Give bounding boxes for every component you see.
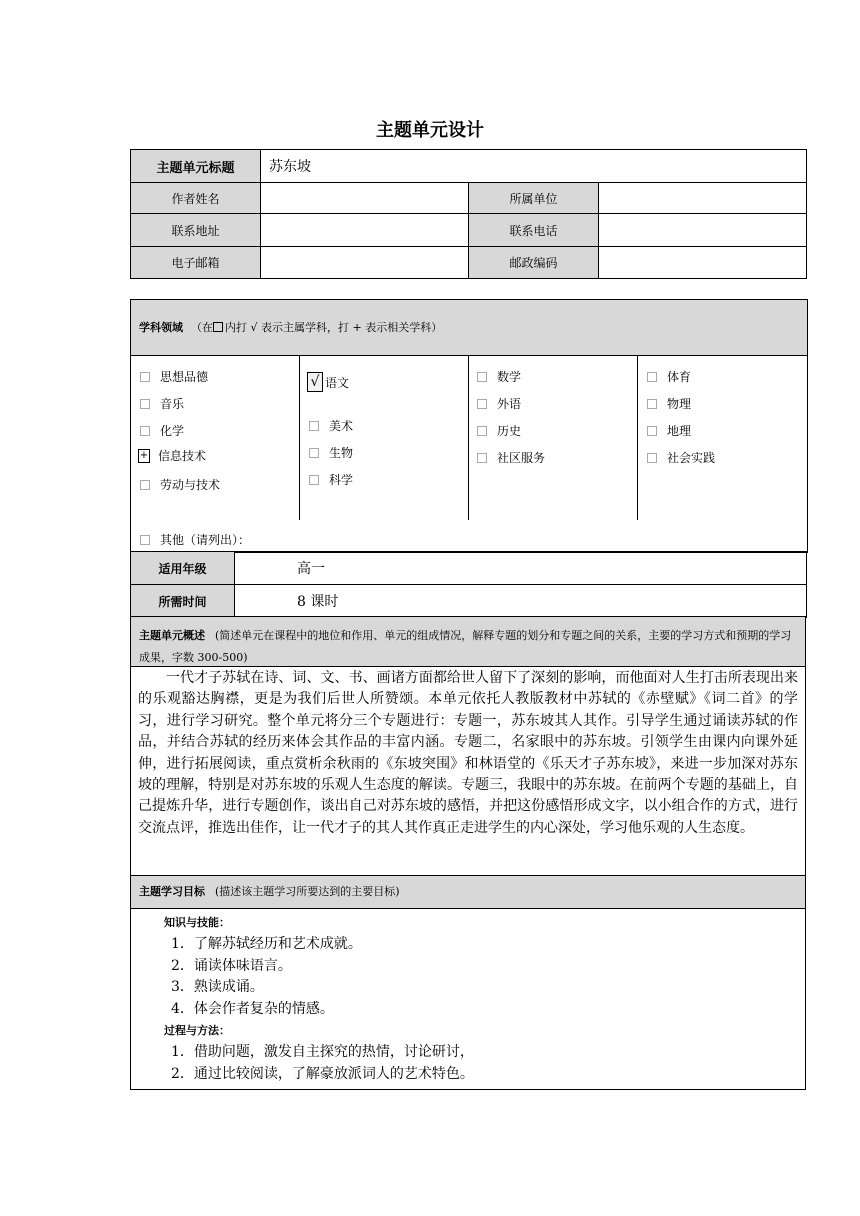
subject-option[interactable] — [647, 449, 715, 466]
subject-option[interactable] — [140, 395, 184, 412]
checkbox-icon[interactable] — [647, 453, 657, 463]
subject-option-label: 劳动与技术 — [160, 478, 221, 492]
checkbox-icon[interactable] — [647, 372, 657, 382]
email-label: 电子邮箱 — [131, 247, 261, 279]
subject-option[interactable] — [140, 368, 208, 385]
subject-option[interactable] — [647, 395, 691, 412]
phone-field[interactable] — [599, 214, 807, 247]
overview-header — [131, 617, 805, 666]
subject-column-2 — [299, 356, 469, 520]
goal-item: 1．借助问题，激发自主探究的热情，讨论研讨， — [171, 1044, 474, 1061]
knowledge-heading: 知识与技能： — [164, 916, 230, 929]
subject-option-label: 思想品德 — [160, 370, 209, 384]
overview-section — [130, 616, 806, 876]
subject-option[interactable] — [309, 444, 353, 461]
subject-column-1 — [131, 356, 300, 520]
goals-body[interactable] — [131, 909, 805, 1086]
grade-label: 适用年级 — [131, 552, 235, 585]
subject-option-other[interactable] — [140, 531, 250, 548]
checkbox-icon[interactable] — [477, 453, 487, 463]
subject-option-label: 语文 — [325, 375, 350, 390]
subject-option[interactable] — [477, 395, 521, 412]
goal-item: 2．通过比较阅读，了解豪放派词人的艺术特色。 — [171, 1065, 474, 1082]
subject-option-label: 科学 — [329, 473, 354, 487]
checkbox-icon[interactable] — [140, 372, 150, 382]
subject-column-4 — [637, 356, 807, 520]
grade-time-table — [130, 551, 807, 618]
subject-option-related[interactable] — [138, 447, 206, 464]
subject-option-label: 外语 — [497, 397, 522, 411]
subject-option-label: 社会实践 — [667, 451, 716, 465]
checkbox-icon[interactable] — [140, 399, 150, 409]
checkbox-icon[interactable] — [140, 535, 150, 545]
subject-option[interactable] — [140, 422, 184, 439]
time-value[interactable]: 8 课时 — [235, 585, 807, 618]
subject-hint-pre: （在 — [191, 321, 213, 334]
goal-item: 4．体会作者复杂的情感。 — [171, 1000, 334, 1017]
check-mark-icon[interactable]: √ — [307, 372, 323, 392]
author-label: 作者姓名 — [131, 183, 261, 214]
subject-option-label: 信息技术 — [158, 449, 207, 463]
subject-option-primary[interactable] — [307, 372, 349, 392]
subject-option-label: 社区服务 — [497, 451, 546, 465]
subject-other-label: 其他（请列出）： — [160, 533, 251, 547]
process-heading: 过程与方法： — [164, 1024, 230, 1038]
goals-section — [130, 875, 806, 1090]
time-label: 所需时间 — [131, 585, 235, 618]
subject-area-label: 学科领域 — [139, 321, 183, 334]
subject-option[interactable] — [309, 471, 353, 488]
checkbox-icon[interactable] — [309, 475, 319, 485]
overview-hint: (简述单元在课程中的地位和作用、单元的组成情况，解释专题的划分和专题之间的关系，主要的学习方式和预期的学习成果，字数 300-500) — [139, 629, 792, 664]
grade-value[interactable]: 高一 — [235, 552, 807, 585]
address-field[interactable] — [261, 214, 469, 247]
subject-option-label: 美术 — [329, 419, 354, 433]
goal-item: 1．了解苏轼经历和艺术成就。 — [171, 936, 362, 952]
overview-label: 主题单元概述 — [139, 629, 205, 642]
address-label: 联系地址 — [131, 214, 261, 247]
checkbox-icon[interactable] — [477, 426, 487, 436]
subject-option[interactable] — [477, 368, 521, 385]
zip-field[interactable] — [599, 247, 807, 279]
checkbox-icon[interactable] — [477, 372, 487, 382]
phone-label: 联系电话 — [469, 214, 599, 247]
plus-mark-icon[interactable]: + — [139, 449, 149, 461]
page-title: 主题单元设计 — [376, 120, 484, 141]
checkbox-icon[interactable] — [309, 421, 319, 431]
subject-option[interactable] — [647, 368, 691, 385]
checkbox-icon[interactable] — [140, 480, 150, 490]
info-table — [130, 149, 807, 279]
subject-option[interactable] — [140, 476, 220, 493]
subject-option-label: 历史 — [497, 424, 522, 438]
email-field[interactable] — [261, 247, 469, 279]
subject-option[interactable] — [477, 449, 545, 466]
unit-title-label: 主题单元标题 — [131, 150, 261, 183]
checkbox-icon — [213, 322, 223, 332]
zip-label: 邮政编码 — [469, 247, 599, 279]
goal-item: 3．熟读成诵。 — [171, 979, 264, 996]
goals-label: 主题学习目标 — [139, 885, 205, 898]
org-field[interactable] — [599, 183, 807, 214]
subject-column-3 — [468, 356, 638, 520]
subject-option-label: 体育 — [667, 370, 692, 384]
subject-option-label: 生物 — [329, 446, 354, 460]
subject-option[interactable] — [477, 422, 521, 439]
checkbox-icon[interactable] — [477, 399, 487, 409]
subject-option[interactable] — [647, 422, 691, 439]
subject-hint-post: 内打 √ 表示主属学科，打 + 表示相关学科） — [225, 321, 443, 334]
checkbox-icon[interactable] — [647, 399, 657, 409]
subject-area-panel — [130, 299, 808, 553]
subject-option-label: 数学 — [497, 370, 522, 384]
subject-option-label: 物理 — [667, 397, 692, 411]
subject-option-label: 化学 — [160, 424, 185, 438]
subject-option[interactable] — [309, 417, 353, 434]
unit-title-value[interactable]: 苏东坡 — [261, 150, 807, 183]
subject-option-label: 地理 — [667, 424, 692, 438]
checkbox-icon[interactable] — [309, 448, 319, 458]
subject-area-header — [131, 300, 807, 356]
org-label: 所属单位 — [469, 183, 599, 214]
goals-hint: (描述该主题学习所要达到的主要目标) — [215, 885, 400, 898]
goals-header — [131, 876, 805, 909]
checkbox-icon[interactable] — [647, 426, 657, 436]
author-field[interactable] — [261, 183, 469, 214]
overview-text[interactable]: 一代才子苏轼在诗、词、文、书、画诸方面都给世人留下了深刻的影响，而他面对人生打击所表现出来的乐观豁达胸襟，更是为我们后世人所赞颂。本单元依托人教版教材中苏轼的《赤壁赋》《词二首》的学习，进行学习研究。整个单元将分三个专题进行：专题一，苏东坡其人其作。引导学生通过诵读苏轼的作品，并结合苏轼的经历来体会其作品的丰富内涵。专题二，名家眼中的苏东坡。引领学生由课内向课外延伸，进行拓展阅读，重点赏析余秋雨的《东坡突围》和林语堂的《乐天才子苏东坡》，来进一步加深对苏东坡的理解，特别是对苏东坡的乐观人生态度的解读。专题三，我眼中的苏东坡。在前两个专题的基础上，自己提炼升华，进行专题创作，谈出自己对苏东坡的感悟，并把这份感悟形成文字，以小组合作的方式，进行交流点评，推选出佳作，让一代才子的其人其作真正走进学生的内心深处，学习他乐观的人生态度。 — [131, 666, 805, 839]
goal-item: 2．诵读体味语言。 — [171, 957, 292, 974]
checkbox-icon[interactable] — [140, 426, 150, 436]
subject-option-label: 音乐 — [160, 397, 185, 411]
